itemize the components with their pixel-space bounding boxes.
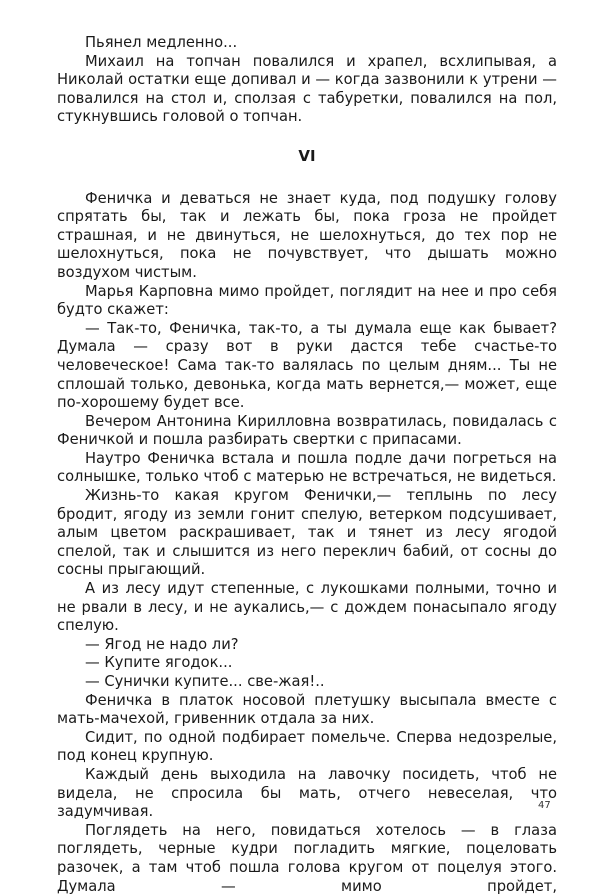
paragraph: Михаил на топчан повалился и храпел, всхлипывая, а Николай остатки еще допивал и — когда зазвонили к утрени — повалился на стол и, сползая с табуретки, повалился на пол, стукнувшись головой о топчан.	[57, 52, 557, 126]
chapter-heading: VI	[298, 146, 316, 165]
paragraph: — Ягод не надо ли?	[85, 635, 239, 653]
paragraph: Пьянел медленно...	[85, 34, 238, 51]
paragraph: Жизнь-то какая кругом Фенички,— теплынь по лесу бродит, ягоду из земли гонит спелую, ветерком подсушивает, алым цветом раскрашивает, так и тянет из лесу ягодой спелой, так и слышится из него переклич бабий, от сосны до сосны прыгающий.	[57, 487, 557, 579]
paragraph: — Купите ягодок...	[85, 654, 233, 672]
paragraph: Поглядеть на него, повидаться хотелось — в глаза поглядеть, черные кудри погладить мягкие, поцеловать разочек, а там чтоб пошла голова кругом от поцелуя этого. Думала — мимо пройдет,	[57, 821, 557, 895]
paragraph: Сидит, по одной подбирает помельче. Сперва недозрелые, под конец крупную.	[57, 728, 557, 765]
paragraph: Вечером Антонина Кирилловна возвратилась, повидалась с Феничкой и пошла разбирать свертки с припасами.	[57, 412, 557, 449]
paragraph: Наутро Феничка встала и пошла подле дачи погреться на солнышке, только чтоб с матерью не встречаться, не видеться.	[57, 449, 557, 486]
paragraph: Феничка и деваться не знает куда, под подушку голову спрятать бы, так и лежать бы, пока гроза не пройдет страшная, и не двинуться, не шелохнуться, до тех пор не шелохнуться, пока не почувствует, что дышать можно воздухом чистым.	[57, 189, 557, 281]
paragraph: Феничка в платок носовой плетушку высыпала вместе с мать-мачехой, гривенник отдала за них.	[57, 691, 557, 728]
paragraph: А из лесу идут степенные, с лукошками полными, точно и не рвали в лесу, и не аукались,— с дождем понасыпало ягоду спелую.	[57, 580, 557, 635]
page-body	[57, 34, 557, 896]
paragraph: — Сунички купите... све-жая!..	[85, 673, 325, 690]
paragraph: Каждый день выходила на лавочку посидеть, чтоб не видела, не спросила бы мать, отчего невеселая, что задумчивая.	[57, 765, 557, 821]
paragraph: — Так-то, Феничка, так-то, а ты думала еще как бывает? Думала — сразу вот в руки дастся тебе счастье-то человеческое! Сама так-то валялась по целым дням... Ты не сплошай только, девонька, когда мать вернется,— может, еще по-хорошему будет все.	[57, 319, 557, 412]
page-number: 47	[538, 800, 551, 811]
paragraph: Марья Карповна мимо пройдет, поглядит на нее и про себя будто скажет:	[57, 282, 557, 319]
